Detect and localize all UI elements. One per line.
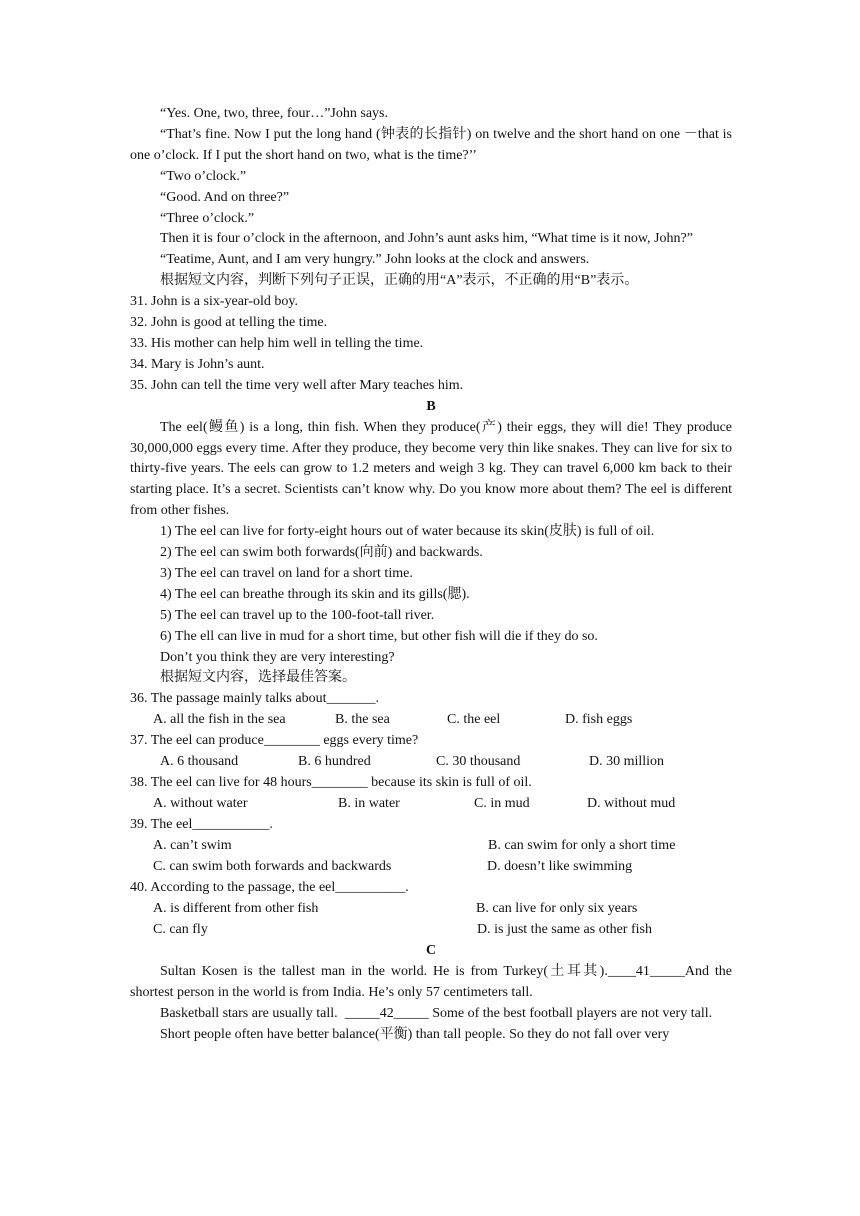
narrative-line: Then it is four o’clock in the afternoon, and John’s aunt asks him, “What time is it now, John?”: [160, 231, 693, 247]
option-d: D. fish eggs: [565, 712, 633, 728]
passage-c-paragraph-2: [130, 1004, 732, 1025]
passage-c-paragraph-3: Short people often have better balance(平衡) than tall people. So they do not fall over very: [160, 1026, 670, 1042]
dialogue-line: “Good. And on three?”: [160, 189, 290, 205]
text-segment: Sultan Kosen is the tallest man in the world. He is from Turkey(土耳其).: [160, 963, 608, 979]
text-segment: Some of the best football players are not very tall.: [428, 1005, 713, 1021]
option-c: C. can fly: [153, 921, 208, 937]
question-39-stem: 39. The eel___________.: [130, 817, 273, 833]
option-b: B. the sea: [335, 712, 390, 728]
section-heading-b: B: [426, 398, 436, 414]
option-b: B. in water: [338, 796, 400, 812]
fact-item: 6) The ell can live in mud for a short time, but other fish will die if they do so.: [160, 628, 598, 644]
question-39-options-row1: [130, 836, 732, 857]
question-40-options-row2: [130, 920, 732, 941]
question-32: 32. John is good at telling the time.: [130, 315, 328, 331]
blank-42: _____42_____: [344, 1005, 429, 1021]
fact-item: 4) The eel can breathe through its skin and its gills(腮).: [160, 586, 470, 602]
dialogue-line: “Yes. One, two, three, four…”John says.: [160, 106, 388, 121]
option-b: B. 6 hundred: [298, 754, 371, 770]
question-35: 35. John can tell the time very well after Mary teaches him.: [130, 377, 464, 393]
option-a: A. 6 thousand: [160, 754, 239, 770]
question-40-stem: 40. According to the passage, the eel__________.: [130, 880, 409, 895]
option-d: D. is just the same as other fish: [477, 921, 652, 937]
question-31: 31. John is a six-year-old boy.: [130, 294, 298, 310]
text-segment: Basketball stars are usually tall.: [160, 1005, 345, 1021]
fact-item: 1) The eel can live for forty-eight hours out of water because its skin(皮肤) is full of oil.: [160, 524, 655, 540]
dialogue-line: “Teatime, Aunt, and I am very hungry.” John looks at the clock and answers.: [160, 252, 590, 268]
option-d: D. without mud: [587, 796, 676, 812]
text-segment: And the shortest person in the world is from India. He’s only 57 centimeters tall.: [130, 963, 732, 1000]
option-a: A. can’t swim: [153, 838, 232, 853]
fact-item: 2) The eel can swim both forwards(向前) and backwards.: [160, 545, 483, 561]
question-36-options: [130, 710, 732, 731]
option-c: C. can swim both forwards and backwards: [153, 859, 392, 874]
question-36-stem: 36. The passage mainly talks about_______.: [130, 691, 379, 707]
question-37-stem: 37. The eel can produce________ eggs every time?: [130, 733, 419, 749]
question-34: 34. Mary is John’s aunt.: [130, 356, 265, 372]
option-c: C. the eel: [447, 712, 501, 728]
blank-41: ____41_____: [607, 963, 685, 979]
exam-page: [130, 104, 732, 1045]
option-b: B. can swim for only a short time: [488, 838, 676, 853]
passage-c-paragraph-1: [130, 962, 732, 1004]
dialogue-line: “Three o’clock.”: [160, 210, 255, 226]
option-b: B. can live for only six years: [476, 900, 638, 916]
question-39-options-row2: [130, 857, 732, 878]
dialogue-line: “That’s fine. Now I put the long hand (钟表的长指针) on twelve and the short hand on one －that is one o’clock. If I put the short hand on two, what is the time?’’: [130, 126, 732, 163]
option-a: A. is different from other fish: [153, 900, 319, 916]
option-c: C. 30 thousand: [436, 754, 521, 770]
option-c: C. in mud: [474, 796, 530, 812]
closing-question: Don’t you think they are very interesting?: [160, 649, 395, 665]
section-heading-c: C: [425, 942, 437, 958]
question-37-options: [130, 752, 732, 773]
instruction-text: 根据短文内容，判断下列句子正误，正确的用“A”表示，不正确的用“B”表示。: [160, 273, 639, 289]
fact-item: 5) The eel can travel up to the 100-foot-tall river.: [160, 607, 435, 623]
instruction-text: 根据短文内容，选择最佳答案。: [160, 670, 356, 686]
option-d: D. 30 million: [589, 754, 665, 770]
question-38-stem: 38. The eel can live for 48 hours________ because its skin is full of oil.: [130, 775, 532, 791]
fact-item: 3) The eel can travel on land for a short time.: [160, 565, 413, 581]
question-38-options: [130, 794, 732, 815]
option-a: A. without water: [153, 796, 248, 812]
option-a: A. all the fish in the sea: [153, 712, 286, 728]
passage-b-paragraph: The eel(鳗鱼) is a long, thin fish. When they produce(产) their eggs, they will die! They produce 30,000,000 eggs every time. After they produce, they become very thin like snakes. They can live for six to thirty-five years. The eels can grow to 1.2 meters and weigh 3 kg. They can travel 6,000 km back to their starting place. It’s a secret. Scientists can’t know why. Do you know more about them? The eel is different from other fishes.: [130, 419, 732, 519]
dialogue-line: “Two o’clock.”: [160, 168, 247, 184]
question-33: 33. His mother can help him well in telling the time.: [130, 335, 424, 351]
option-d: D. doesn’t like swimming: [487, 859, 633, 874]
question-40-options-row1: [130, 899, 732, 920]
